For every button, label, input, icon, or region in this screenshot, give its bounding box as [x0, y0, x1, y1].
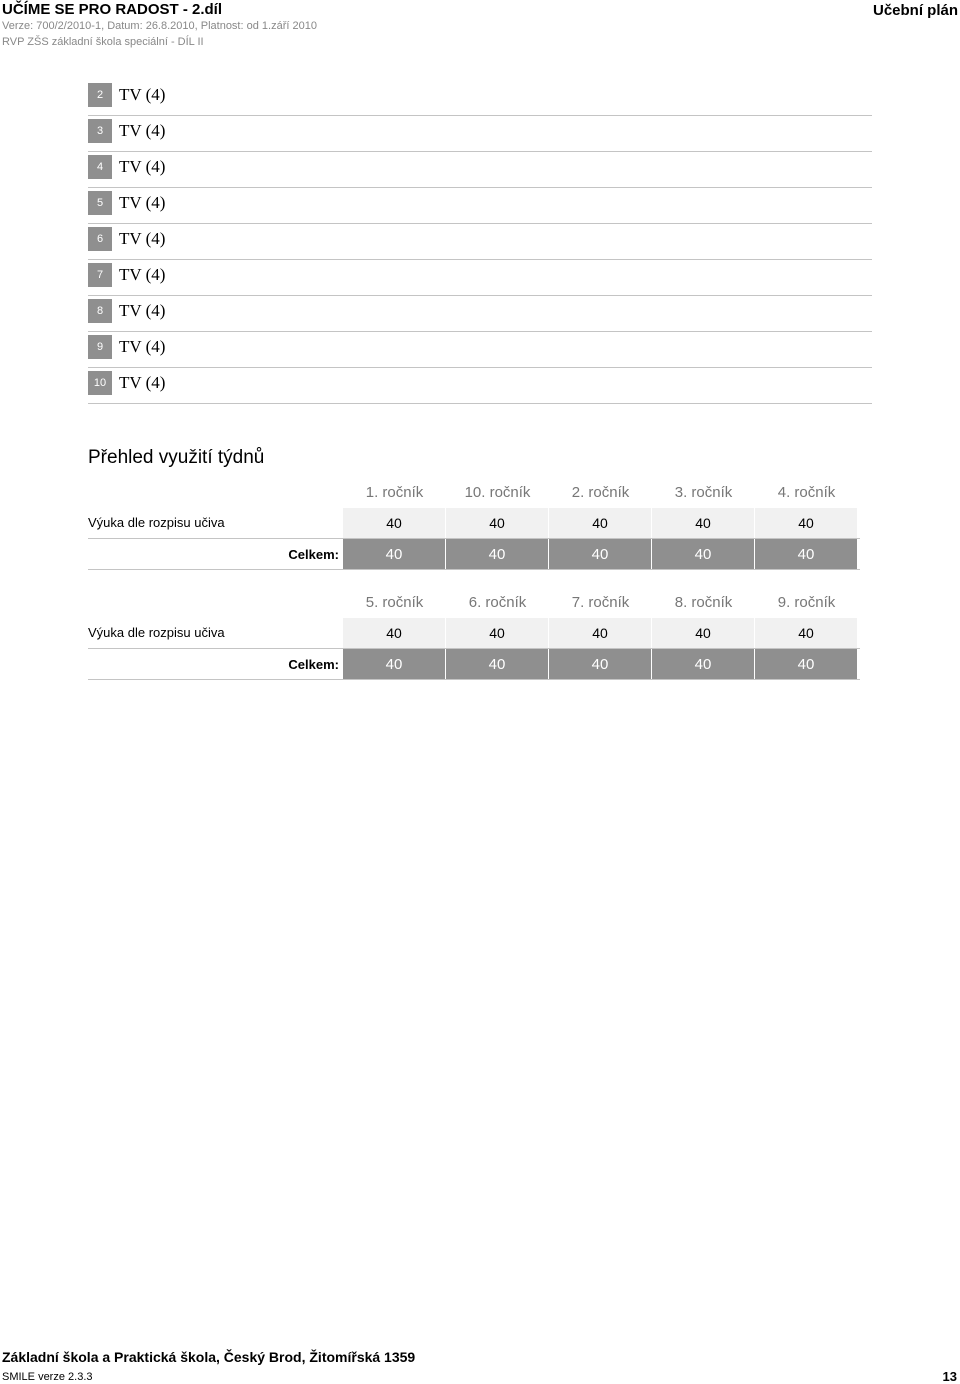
- total-value-cell: 40: [343, 539, 446, 569]
- total-label: Celkem:: [288, 657, 339, 672]
- table-row: [88, 508, 860, 539]
- section-label: Učební plán: [872, 2, 958, 19]
- tv-list-item: [88, 152, 872, 188]
- grade-number-badge: 10: [88, 371, 112, 395]
- total-value-cell: 40: [549, 539, 652, 569]
- footer-software-version: SMILE verze 2.3.3: [2, 1371, 93, 1383]
- tv-list-item: [88, 188, 872, 224]
- document-title: UČÍME SE PRO RADOST - 2.díl: [2, 1, 223, 18]
- grade-header: 2. ročník: [571, 484, 630, 501]
- weeks-value-cell: 40: [446, 508, 549, 538]
- weeks-overview-table: [88, 590, 860, 680]
- grade-number-badge: 7: [88, 263, 112, 287]
- tv-subject-label: TV (4): [119, 85, 166, 104]
- weeks-value-cell: 40: [652, 618, 755, 648]
- total-value-cell: 40: [446, 649, 549, 679]
- tv-list-item: [88, 260, 872, 296]
- total-label: Celkem:: [288, 547, 339, 562]
- grade-header: 10. ročník: [464, 484, 531, 501]
- row-label: Výuka dle rozpisu učiva: [88, 515, 225, 530]
- weeks-value-cell: 40: [549, 618, 652, 648]
- grade-number-badge: 6: [88, 227, 112, 251]
- total-value-cell: 40: [652, 649, 755, 679]
- total-value-cell: 40: [549, 649, 652, 679]
- row-label: Výuka dle rozpisu učiva: [88, 625, 225, 640]
- page-number: 13: [942, 1369, 957, 1384]
- grade-header: 3. ročník: [674, 484, 733, 501]
- table-row: [88, 618, 860, 649]
- tv-subject-label: TV (4): [119, 337, 166, 356]
- total-value-cell: 40: [446, 539, 549, 569]
- document-version: Verze: 700/2/2010-1, Datum: 26.8.2010, Platnost: od 1.září 2010: [2, 20, 317, 32]
- total-value-cell: 40: [755, 649, 858, 679]
- tv-list-item: [88, 368, 872, 404]
- total-value-cell: 40: [652, 539, 755, 569]
- grade-header: 4. ročník: [777, 484, 836, 501]
- document-program: RVP ZŠS základní škola speciální - DÍL II: [2, 36, 204, 48]
- tv-subject-label: TV (4): [119, 193, 166, 212]
- grade-number-badge: 8: [88, 299, 112, 323]
- tv-list-item: [88, 116, 872, 152]
- weeks-value-cell: 40: [755, 618, 858, 648]
- tv-list-item: [88, 296, 872, 332]
- weeks-overview-table: [88, 480, 860, 570]
- grade-number-badge: 5: [88, 191, 112, 215]
- grade-number-badge: 4: [88, 155, 112, 179]
- tv-subject-label: TV (4): [119, 229, 166, 248]
- weeks-value-cell: 40: [343, 618, 446, 648]
- page-header: [0, 0, 960, 52]
- total-value-cell: 40: [343, 649, 446, 679]
- grade-header: 8. ročník: [674, 594, 733, 611]
- weeks-value-cell: 40: [446, 618, 549, 648]
- total-row: [88, 539, 860, 570]
- grade-header-row: [88, 590, 860, 618]
- footer-school: Základní škola a Praktická škola, Český Brod, Žitomířská 1359: [2, 1349, 416, 1365]
- grade-number-badge: 2: [88, 83, 112, 107]
- overview-title: Přehled využití týdnů: [88, 447, 265, 468]
- tv-list-item: [88, 80, 872, 116]
- tv-subject-label: TV (4): [119, 373, 166, 392]
- tv-list-item: [88, 332, 872, 368]
- grade-number-badge: 9: [88, 335, 112, 359]
- tv-subject-label: TV (4): [119, 121, 166, 140]
- weeks-value-cell: 40: [343, 508, 446, 538]
- grade-header: 6. ročník: [468, 594, 527, 611]
- tv-subject-label: TV (4): [119, 265, 166, 284]
- weeks-value-cell: 40: [652, 508, 755, 538]
- grade-header: 1. ročník: [365, 484, 424, 501]
- grade-header: 9. ročník: [777, 594, 836, 611]
- total-value-cell: 40: [755, 539, 858, 569]
- grade-header: 7. ročník: [571, 594, 630, 611]
- tv-subject-label: TV (4): [119, 157, 166, 176]
- tv-subject-label: TV (4): [119, 301, 166, 320]
- tv-list-item: [88, 224, 872, 260]
- total-row: [88, 649, 860, 680]
- grade-header: 5. ročník: [365, 594, 424, 611]
- weeks-value-cell: 40: [549, 508, 652, 538]
- tv-subject-list: [88, 80, 872, 404]
- grade-header-row: [88, 480, 860, 508]
- grade-number-badge: 3: [88, 119, 112, 143]
- weeks-value-cell: 40: [755, 508, 858, 538]
